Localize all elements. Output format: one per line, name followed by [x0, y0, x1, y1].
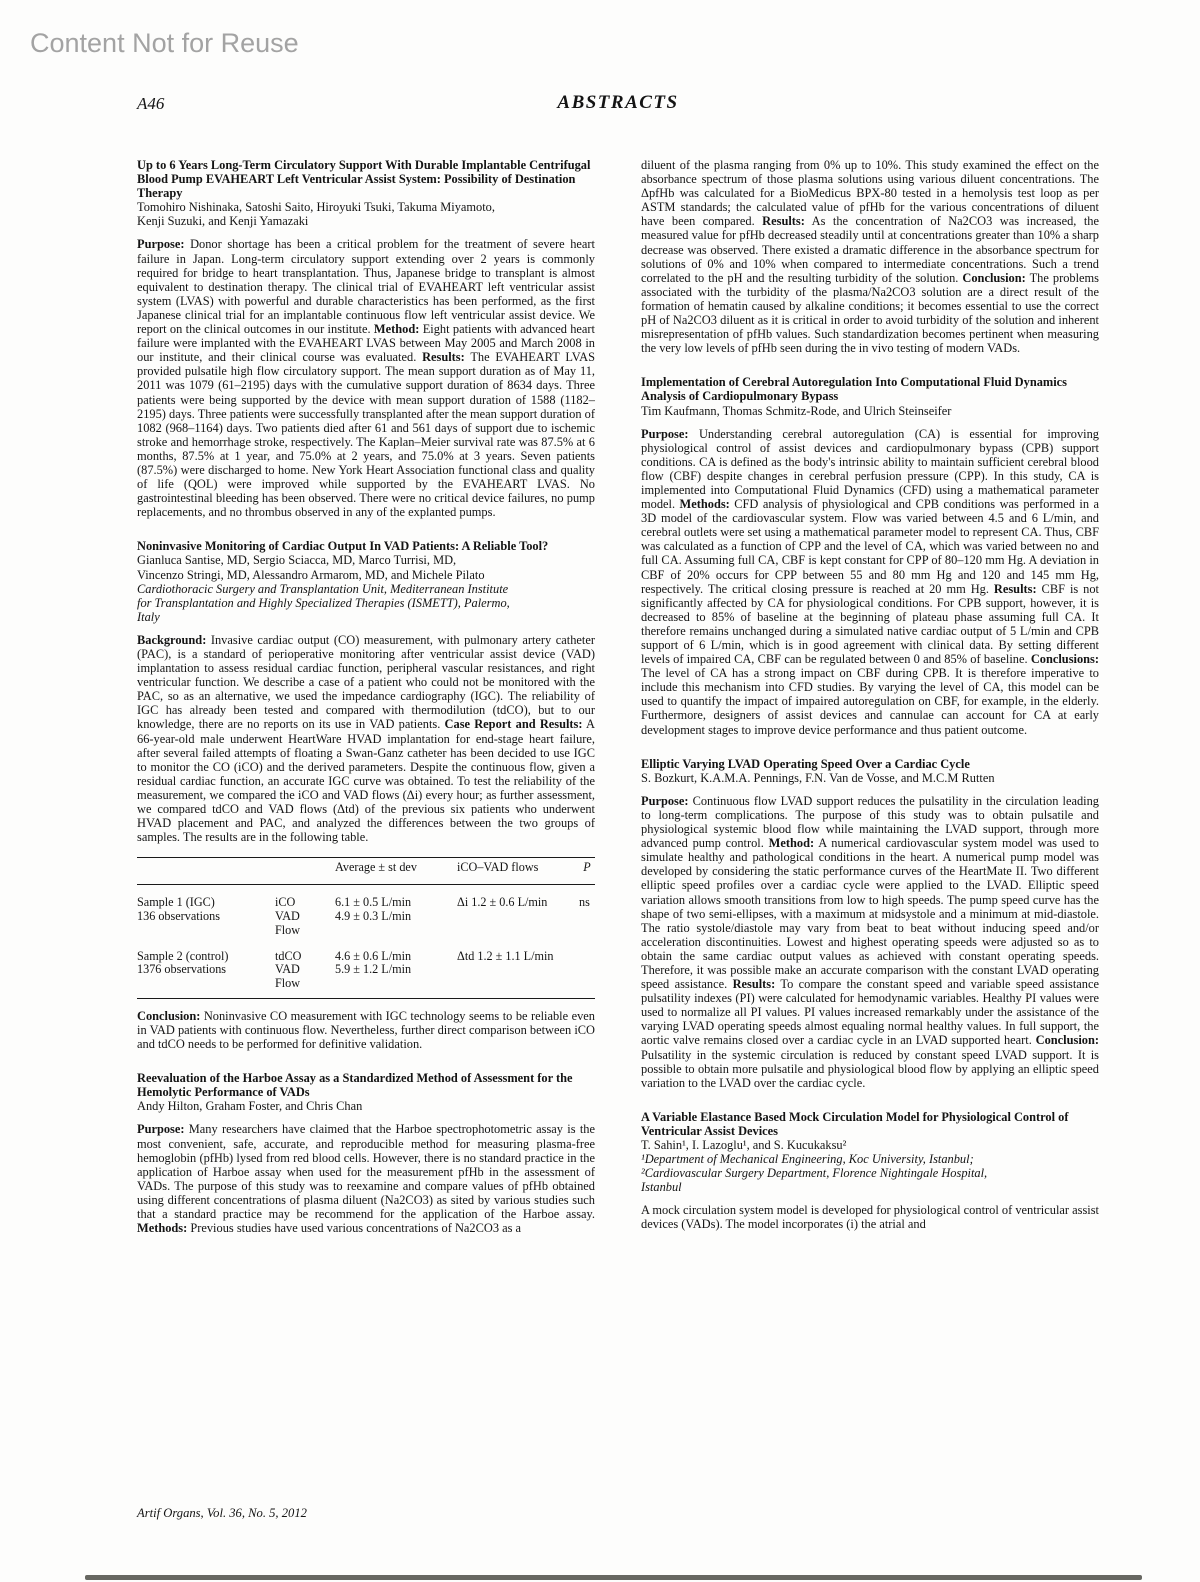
abstract-paragraph: Purpose: Donor shortage has been a critical problem for the treatment of severe heart failure in Japan. Long-term circulatory support extending over 2 years is commonly required for bridge to heart transplantation. Thus, Japanese bridge to transplant is almost equivalent to destination therapy. The clinical trial of EVAHEART left ventricular assist system (LVAS) with powerful and durable characteristics has been performed, as the first Japanese clinical trial for an implantable continuous flow left ventricular assist device. We report on the clinical outcomes in our institute. Method: Eight patients with advanced heart failure were implanted with the EVAHEART LVAS between May 2005 and March 2008 in our institute, and their clinical course was evaluated. Results: The EVAHEART LVAS provided pulsatile high flow circulatory support. The mean support duration as of May 11, 2011 was 1079 (61–2195) days with the cumulative support duration of 8634 days. Three patients were being supported by the device with mean support duration of 1588 (1182–2195) days. Three patients were successfully transplanted after the mean support duration of 1082 (968–1164) days. Two patients died after 61 and 561 days of support due to ischemic stroke and hemorrhage stroke, respectively. The Kaplan–Meier survival rate was 87.5% at 6 months, 87.5% at 1 year, and 75.0% at 2 years, and 75.0% at 3 years. Seven patients (87.5%) were discharged to home. New York Heart Association functional class and quality of life (QOL) were improved while supported by the EVAHEART LVAS. No gastrointestinal bleeding has been observed. There were no critical device failures, no pump replacements, and no thrombus observed in any of the explanted pumps. [137, 237, 595, 520]
abstract-affiliation: Italy [137, 609, 160, 624]
abstract-authors: Tim Kaufmann, Thomas Schmitz-Rode, and Ulrich Steinseifer [641, 403, 952, 418]
abstract-title: Implementation of Cerebral Autoregulation Into Computational Fluid Dynamics Analysis of Cardiopulmonary Bypass [641, 375, 1067, 404]
abstract-title: Noninvasive Monitoring of Cardiac Output In VAD Patients: A Reliable Tool? [137, 539, 549, 554]
abstract-affiliation: ¹Department of Mechanical Engineering, Koc University, Istanbul; [641, 1152, 974, 1167]
abstract-block [137, 539, 595, 1051]
table-header-cell: Average ± st dev [335, 858, 457, 885]
abstract-authors: Kenji Suzuki, and Kenji Yamazaki [137, 214, 309, 229]
abstract-paragraph: Purpose: Understanding cerebral autoregulation (CA) is essential for improving physiological control of assist devices and cardiopulmonary bypass (CPB) support conditions. CA is defined as the body's intrinsic ability to maintain sufficient cerebral blood flow (CBF) despite changes in cerebral perfusion pressure (CPP). In this study, CA is implemented into Computational Fluid Dynamics (CFD) using a mathematical parameter model. Methods: CFD analysis of physiological and CPB conditions was performed in a 3D model of the cardiovascular system. Flow was varied between 4.5 and 6 L/min, and cerebral outlets were set using a mathematical parameter model to represent CA. Thus, CBF was calculated as a function of CPP and the level of CA, which was varied between no and full CA. Assuming full CA, CBF is kept constant for CPP of 80–120 mm Hg. A deviation in CBF of 20% occurs for CPP between 55 and 80 mm Hg and 120 and 145 mm Hg, respectively. The critical closing pressure is reached at 20 mm Hg. Results: CBF is not significantly affected by CA for physiological conditions. For CPB support, however, it is decreased to 85% of baseline at the beginning of plateau phase assuming full CA. It therefore remains unchanged during a simulated native cardiac output of 5 L/min and CPB support of 6 L/min, which is in good agreement with clinical data. By setting different levels of impaired CA, CBF can be regulated between 0 and 85% of baseline. Conclusions: The level of CA has a strong impact on CBF during CPB. It is therefore imperative to include this mechanism into CFD studies. By varying the level of CA, this model can be used to quantify the impact of impaired autoregulation on CBF, for example, in the elderly. Furthermore, designers of assist devices and cannulae can account for CA at early development stages to improve device performance and thus patient outcome. [641, 426, 1100, 737]
page-header [137, 92, 1099, 118]
abstract-affiliation: ²Cardiovascular Surgery Department, Florence Nightingale Hospital, [641, 1166, 988, 1181]
abstract-affiliation: for Transplantation and Highly Specialized Therapies (ISMETT), Palermo, [137, 595, 510, 610]
abstract-title: Elliptic Varying LVAD Operating Speed Over a Cardiac Cycle [641, 756, 970, 771]
table-header-cell: P [579, 858, 595, 885]
abstract-paragraph: Purpose: Many researchers have claimed that the Harboe spectrophotometric assay is the most convenient, safe, accurate, and reproducible method for measuring plasma-free hemoglobin (pfHb) lysed from red blood cells. However, there is no standard practice in the application of Harboe assay when used for the measurement pfHb in the assessment of VADs. The purpose of this study was to reexamine and compare values of pfHb obtained using different concentrations of plasma diluent (Na2CO3) as sited by various studies such that a standard practice may be recommend for the application of the Harboe assay. Methods: Previous studies have used various concentrations of Na2CO3 as a [137, 1122, 595, 1236]
table-header-cell: iCO–VAD flows [457, 858, 579, 885]
abstract-block [641, 375, 1099, 736]
abstract-authors: Gianluca Santise, MD, Sergio Sciacca, MD, Marco Turrisi, MD, [137, 553, 457, 568]
table-cell: Δtd 1.2 ± 1.1 L/min [457, 948, 554, 963]
table-cell: 6.1 ± 0.5 L/min 4.9 ± 0.3 L/min [335, 895, 412, 923]
abstract-authors: S. Bozkurt, K.A.M.A. Pennings, F.N. Van de Vosse, and M.C.M Rutten [641, 770, 995, 785]
abstract-title: Reevaluation of the Harboe Assay as a Standardized Method of Assessment for the Hemolytic Performance of VADs [137, 1071, 573, 1100]
abstract-paragraph: diluent of the plasma ranging from 0% up to 10%. This study examined the effect on the absorbance spectrum of those plasma solutions using various diluent concentrations. The ΔpfHb was calculated for a BioMedicus BPX-80 tested in a hemolysis test loop as per ASTM standards; the calculated value of pfHb for the various concentrations of diluent have been compared. Results: As the concentration of Na2CO3 was increased, the measured value for pfHb decreased steadily until at concentrations greater than 10% a sharp decrease was observed. There existed a dramatic difference in the absorbance spectrum for solutions of 0% and 10% when compared to intermediate concentrations. Such a trend correlated to the pH and the resulting turbidity of the solution. Conclusion: The problems associated with the turbidity of the plasma/Na2CO3 solution are a direct result of the formation of hematin caused by alkaline conditions; it becomes essential to use the correct pH of Na2CO3 diluent as it is critical in order to avoid turbidity of the solution and inherent misrepresentation of pfHb values. Such standardization becomes pertinent when measuring the very low levels of pfHb seen during the in vivo testing of modern VADs. [641, 158, 1099, 356]
table-cell: 4.6 ± 0.6 L/min 5.9 ± 1.2 L/min [335, 948, 412, 977]
abstract-block [137, 1071, 595, 1235]
abstract-paragraph: A mock circulation system model is developed for physiological control of ventricular assist devices (VADs). The model incorporates (i) the atrial and [641, 1203, 1099, 1232]
page-number: A46 [137, 94, 165, 113]
abstract-affiliation: Istanbul [641, 1180, 682, 1195]
table-row [137, 885, 595, 950]
abstract-paragraph: Conclusion: Noninvasive CO measurement with IGC technology seems to be reliable even in VAD patients with continuous flow. Nevertheless, further direct comparison between iCO and tdCO needs to be performed for definitive validation. [137, 1008, 595, 1052]
table-cell: Sample 2 (control) 1376 observations [137, 948, 229, 977]
abstract-block [137, 158, 595, 519]
table-cell [579, 950, 595, 999]
table-cell: tdCO VAD Flow [275, 948, 302, 991]
abstract-authors: T. Sahin¹, I. Lazoglu¹, and S. Kucukaksu² [641, 1138, 847, 1152]
table-cell: ns [579, 895, 590, 910]
table-cell: iCO VAD Flow [275, 895, 301, 937]
abstract-block [641, 158, 1099, 355]
abstract-title: A Variable Elastance Based Mock Circulation Model for Physiological Control of Ventricular Assist Devices [641, 1109, 1069, 1138]
table-header-row [137, 858, 595, 885]
column-left [137, 158, 595, 1255]
header-title: ABSTRACTS [557, 92, 679, 113]
abstract-affiliation: Cardiothoracic Surgery and Transplantation Unit, Mediterranean Institute [137, 581, 509, 596]
content-columns [137, 158, 1099, 1255]
abstract-authors: Vincenzo Stringi, MD, Alessandro Armarom, MD, and Michele Pilato [137, 567, 485, 582]
results-table [137, 857, 595, 999]
watermark: Content Not for Reuse [30, 28, 299, 58]
column-right [641, 158, 1099, 1252]
abstract-authors: Tomohiro Nishinaka, Satoshi Saito, Hiroyuki Tsuki, Takuma Miyamoto, [137, 200, 495, 215]
page-footer: Artif Organs, Vol. 36, No. 5, 2012 [137, 1506, 307, 1520]
abstract-title: Up to 6 Years Long-Term Circulatory Support With Durable Implantable Centrifugal Blood Pump EVAHEART Left Ventricular Assist System: Possibility of Destination Therapy [137, 158, 591, 201]
abstract-paragraph: Background: Invasive cardiac output (CO) measurement, with pulmonary artery catheter (PAC), is a standard of perioperative monitoring after ventricular assist device (VAD) implantation to assess residual cardiac function, peripheral vascular resistances, and right ventricular function. We describe a case of a patient who could not be monitored with the PAC, so as an alternative, we used the impedance cardiography (IGC). The reliability of IGC has already been tested and compared with thermodilution (tdCO), but to our knowledge, there are no reports on its use in VAD patients. Case Report and Results: A 66-year-old male underwent HeartWare HVAD implantation for end-stage heart failure, after several failed attempts of floating a Swan-Ganz catheter has been decided to use IGC to monitor the CO (iCO) and the derived parameters. Despite the continuous flow, given a residual cardiac function, an accurate IGC curve was obtained. To test the reliability of the measurement, we compared the iCO and VAD flows (Δi) every hour; as further assessment, we compared tdCO and VAD flows (Δtd) of the previous six patients who underwent HVAD placement and PAC, and analyzed the differences between the two groups of samples. The results are in the following table. [137, 632, 596, 845]
table-cell: Sample 1 (IGC) 136 observations [137, 895, 220, 923]
table-row [137, 950, 595, 999]
table-header-cell [275, 858, 335, 885]
table-cell: Δi 1.2 ± 0.6 L/min [457, 895, 548, 910]
table-header-cell [137, 858, 275, 885]
abstract-paragraph: Purpose: Continuous flow LVAD support reduces the pulsatility in the circulation leading to long-term complications. The purpose of this study was to obtain pulsatile and physiological systemic blood flow while maintaining the LVAD support, through more advanced pump control. Method: A numerical cardiovascular system model was used to simulate healthy and pathological conditions in the heart. A numerical pump model was developed by considering the static performance curves of the HeartMate II. Two different elliptic speed profiles over a cardiac cycle were applied to the LVAD. Elliptic speed variation allows smooth transitions from low to high speeds. The pump speed curve has the shape of two semi-ellipses, with a maximum at midsystole and a minimum at mid-diastole. The ratio systole/diastole may vary from beat to beat without inducing speed and/or acceleration discontinuities. Lowest and highest operating speeds were adjusted so as to obtain the same cardiac output values as achieved with constant operating speeds. Therefore, it was possible make an accurate comparison with the constant LVAD operating speed assistance. Results: To compare the constant speed and variable speed assistance pulsatility indexes (PI) were calculated for hemodynamic variables. Healthy PI values were used to normalize all PI values. PI values increased remarkably under the assistance of the varying LVAD operating speeds almost equaling normal healthy values. In full support, the aortic valve remains closed over a cardiac cycle in an LVAD supported heart. Conclusion: Pulsatility in the systemic circulation is reduced by constant speed LVAD support. It is possible to obtain more pulsatile and physiological blood flow by applying an elliptic speed variation to the LVAD over the cardiac cycle. [641, 793, 1099, 1090]
abstract-block [641, 757, 1099, 1090]
scan-artifact [85, 1575, 1142, 1580]
abstract-authors: Andy Hilton, Graham Foster, and Chris Chan [137, 1099, 363, 1114]
abstract-block [641, 1110, 1099, 1232]
